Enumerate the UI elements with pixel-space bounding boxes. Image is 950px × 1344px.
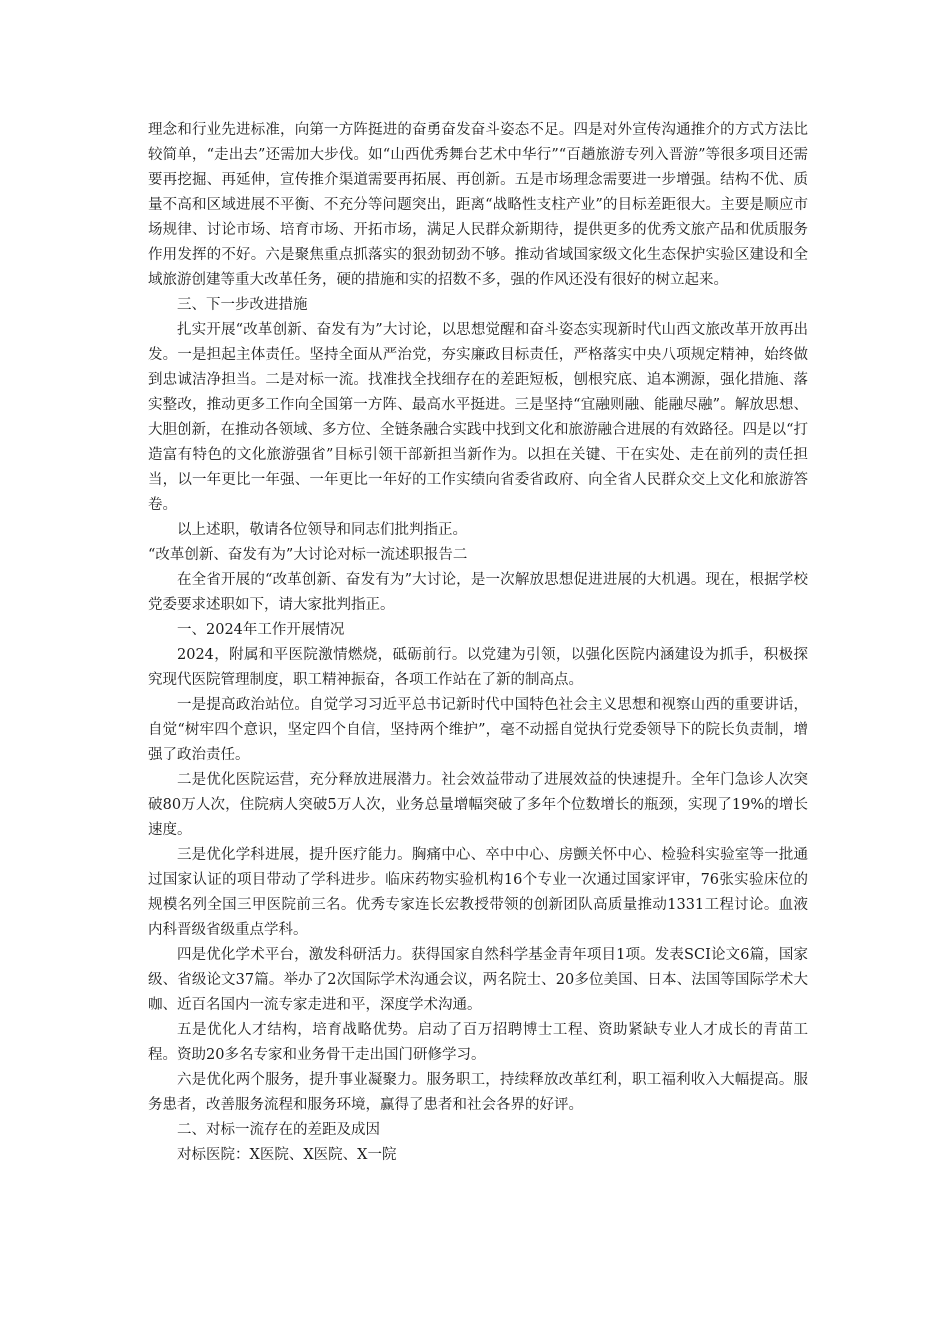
paragraph-report-intro: 在全省开展的“改革创新、奋发有为”大讨论，是一次解放思想促进进展的大机遇。现在，根据学校党委要求述职如下，请大家批判指正。 [148, 572, 808, 613]
paragraph-improvement-measures: 扎实开展“改革创新、奋发有为”大讨论，以思想觉醒和奋斗姿态实现新时代山西文旅改革开放再出发。一是担起主体责任。坚持全面从严治党，夯实廉政目标责任，严格落实中央八项规定精神，始终做到忠诚洁净担当。二是对标一流。找准找全找细存在的差距短板，刨根究底、追本溯源，强化措施、落实整改，推动更多工作向全国第一方阵、最高水平挺进。三是坚持“宜融则融、能融尽融”。解放思想、大胆创新，在推动各领域、多方位、全链条融合实践中找到文化和旅游融合进展的有效路径。四是以“打造富有特色的文化旅游强省”目标引领干部新担当新作为。以担在关键、干在实处、走在前列的责任担当，以一年更比一年强、一年更比一年好的工作实绩向省委省政府、向全省人民群众交上文化和旅游答卷。 [148, 322, 808, 513]
paragraph-disciplines: 三是优化学科进展，提升医疗能力。胸痛中心、卒中中心、房颤关怀中心、检验科实验室等一批通过国家认证的项目带动了学科进步。临床药物实验机构16个专业一次通过国家评审，76张实验床位的规模名列全国三甲医院前三名。优秀专家连长宏教授带领的创新团队高质量推动1331工程讨论。血液内科晋级省级重点学科。 [148, 847, 808, 938]
document-body [148, 118, 808, 1168]
paragraph-two-services: 六是优化两个服务，提升事业凝聚力。服务职工，持续释放改革红利，职工福利收入大幅提高。服务患者，改善服务流程和服务环境，赢得了患者和社会各界的好评。 [148, 1072, 808, 1113]
paragraph-overview: 2024，附属和平医院激情燃烧，砥砺前行。以党建为引领，以强化医院内涵建设为抓手，积极探究现代医院管理制度，职工精神振奋，各项工作站在了新的制高点。 [148, 647, 808, 688]
section-heading-work-status: 一、2024年工作开展情况 [177, 622, 345, 638]
section-heading-gaps: 二、对标一流存在的差距及成因 [177, 1122, 380, 1138]
paragraph-continued: 理念和行业先进标准，向第一方阵挺进的奋勇奋发奋斗姿态不足。四是对外宣传沟通推介的方式方法比较简单，“走出去”还需加大步伐。如“山西优秀舞台艺术中华行”“百趟旅游专列入晋游”等很多项目还需要再挖掘、再延伸，宣传推介渠道需要再拓展、再创新。五是市场理念需要进一步增强。结构不优、质量不高和区域进展不平衡、不充分等问题突出，距离“战略性支柱产业”的目标差距很大。主要是顺应市场规律、讨论市场、培育市场、开拓市场，满足人民群众新期待，提供更多的优秀文旅产品和优质服务作用发挥的不好。六是聚焦重点抓落实的狠劲韧劲不够。推动省域国家级文化生态保护实验区建设和全域旅游创建等重大改革任务，硬的措施和实的招数不多，强的作风还没有很好的树立起来。 [148, 122, 808, 288]
paragraph-benchmark-hospitals: 对标医院：X医院、X医院、X一院 [177, 1147, 397, 1163]
section-heading-next-steps: 三、下一步改进措施 [177, 297, 308, 313]
paragraph-academic-platform: 四是优化学术平台，激发科研活力。获得国家自然科学基金青年项目1项。发表SCI论文6篇，国家级、省级论文37篇。举办了2次国际学术沟通会议，两名院士、20多位美国、日本、法国等国际学术大咖、近百名国内一流专家走进和平，深度学术沟通。 [148, 947, 808, 1013]
paragraph-political-stance: 一是提高政治站位。自觉学习习近平总书记新时代中国特色社会主义思想和视察山西的重要讲话，自觉“树牢四个意识，坚定四个自信，坚持两个维护”，毫不动摇自觉执行党委领导下的院长负责制，增强了政治责任。 [148, 697, 808, 763]
report-two-title: “改革创新、奋发有为”大讨论对标一流述职报告二 [148, 547, 468, 563]
paragraph-talent-structure: 五是优化人才结构，培育战略优势。启动了百万招聘博士工程、资助紧缺专业人才成长的青苗工程。资助20多名专家和业务骨干走出国门研修学习。 [148, 1022, 808, 1063]
paragraph-operations: 二是优化医院运营，充分释放进展潜力。社会效益带动了进展效益的快速提升。全年门急诊人次突破80万人次，住院病人突破5万人次，业务总量增幅突破了多年个位数增长的瓶颈，实现了19%的增长速度。 [148, 772, 808, 838]
paragraph-closing: 以上述职，敬请各位领导和同志们批判指正。 [177, 522, 467, 538]
